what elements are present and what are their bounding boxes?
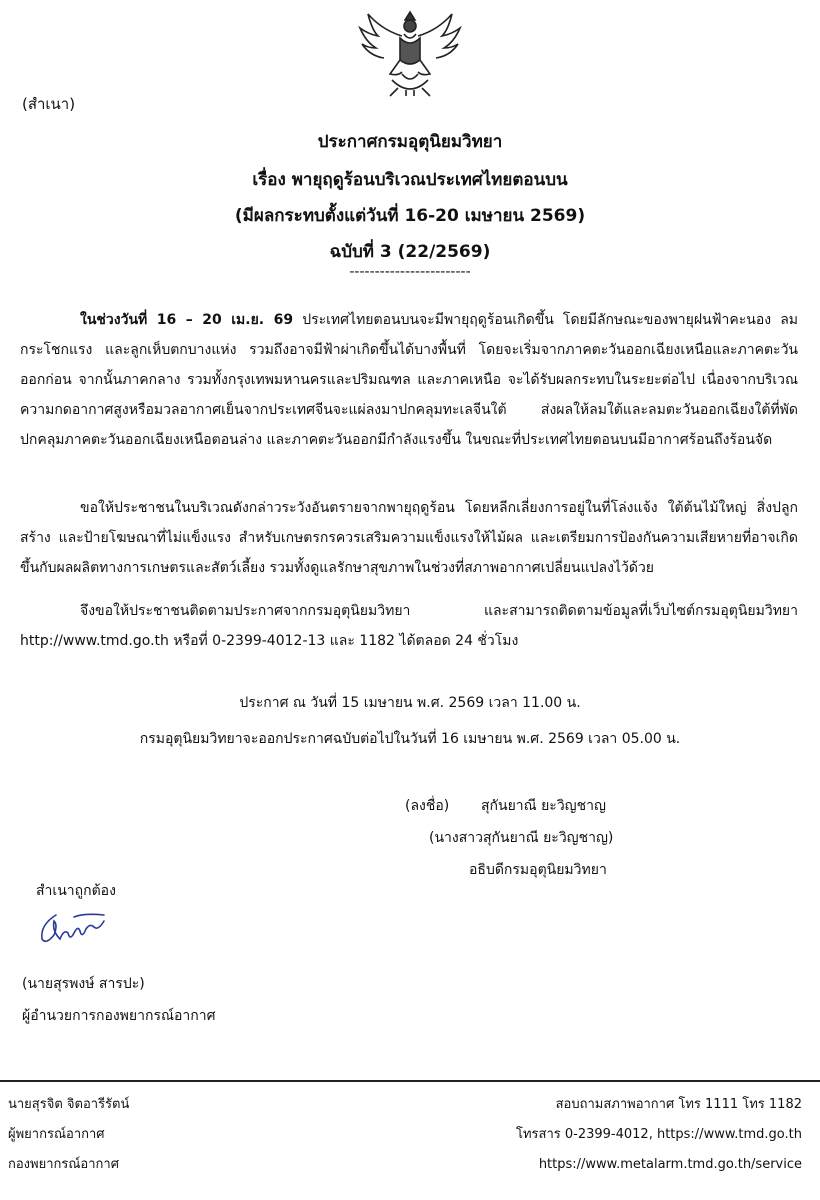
director-signature-block [405, 790, 613, 886]
announcement-subject: เรื่อง พายุฤดูร้อนบริเวณประเทศไทยตอนบน [252, 170, 568, 190]
handwritten-signature-icon [34, 905, 124, 950]
paragraph-follow-updates: จึงขอให้ประชาชนติดตามประกาศจากกรมอุตุนิยมวิทยา และสามารถติดตามข้อมูลที่เว็บไซต์กรมอุตุนิยมวิทยา http://www.tmd.go.th หรือที่ 0-2399-4012-13 และ 1182 ได้ตลอด 24 ชั่วโมง [20, 603, 798, 649]
signature-name: สุกันยาณี ยะวิญชาญ [481, 798, 606, 814]
paragraph-forecast-lead: ในช่วงวันที่ 16 – 20 เม.ย. 69 [80, 312, 294, 328]
footer-contact [516, 1090, 802, 1180]
contact-phone: สอบถามสภาพอากาศ โทร 1111 โทร 1182 [555, 1097, 802, 1112]
announcement-datetime: ประกาศ ณ วันที่ 15 เมษายน พ.ศ. 2569 เวลา 11.00 น. [239, 695, 581, 711]
next-announcement-datetime: กรมอุตุนิยมวิทยาจะออกประกาศฉบับต่อไปในวันที่ 16 เมษายน พ.ศ. 2569 เวลา 05.00 น. [139, 731, 681, 747]
paragraph-forecast [20, 305, 798, 455]
signature-label: (ลงชื่อ) [405, 798, 450, 814]
copy-mark: (สำเนา) [22, 95, 76, 113]
header-divider: ------------------------ [349, 264, 471, 280]
signature-full-name: (นางสาวสุกันยาณี ยะวิญชาญ) [429, 830, 614, 846]
certifier-position: ผู้อำนวยการกองพยากรณ์อากาศ [22, 1008, 216, 1024]
announcement-title: ประกาศกรมอุตุนิยมวิทยา [317, 132, 503, 152]
footer-forecaster [8, 1090, 129, 1180]
certified-copy-label: สำเนาถูกต้อง [36, 883, 116, 899]
paragraph-precautions: ขอให้ประชาชนในบริเวณดังกล่าวระวังอันตรายจากพายุฤดูร้อน โดยหลีกเลี่ยงการอยู่ในที่โล่งแจ้ง ใต้ต้นไม้ใหญ่ สิ่งปลูกสร้าง และป้ายโฆษณาที่ไม่แข็งแรง สำหรับเกษตรกรควรเสริมความแข็งแรงให้ไม้ผล และเตรียมการป้องกันความเสียหายที่อาจเกิดขึ้นกับผลผลิตทางการเกษตรและสัตว์เลี้ยง รวมทั้งดูแลรักษาสุขภาพในช่วงที่สภาพอากาศเปลี่ยนแปลงไว้ด้วย [20, 500, 798, 576]
announcement-effective-dates: (มีผลกระทบตั้งแต่วันที่ 16-20 เมษายน 2569) [234, 206, 586, 226]
forecaster-division: กองพยากรณ์อากาศ [8, 1157, 119, 1172]
forecaster-title: ผู้พยากรณ์อากาศ [8, 1127, 105, 1142]
contact-fax-website[interactable]: โทรสาร 0-2399-4012, https://www.tmd.go.th [516, 1127, 802, 1142]
footer-divider [0, 1080, 820, 1082]
signature-position: อธิบดีกรมอุตุนิยมวิทยา [469, 862, 607, 878]
certifier-block [22, 968, 215, 1032]
paragraph-forecast-text: ประเทศไทยตอนบนจะมีพายุฤดูร้อนเกิดขึ้น โดยมีลักษณะของพายุฝนฟ้าคะนอง ลมกระโชกแรง และลูกเห็บตกบางแห่ง รวมถึงอาจมีฟ้าผ่าเกิดขึ้นได้บางพื้นที่ โดยจะเริ่มจากภาคตะวันออกเฉียงเหนือและภาคตะวันออกก่อน จากนั้นภาคกลาง รวมทั้งกรุงเทพมหานครและปริมณฑล และภาคเหนือ จะได้รับผลกระทบในระยะต่อไป เนื่องจากบริเวณความกดอากาศสูงหรือมวลอากาศเย็นจากประเทศจีนจะแผ่ลงมาปกคลุมทะเลจีนใต้ ส่งผลให้ลมใต้และลมตะวันออกเฉียงใต้ที่พัดปกคลุมภาคตะวันออกเฉียงเหนือตอนล่าง และภาคตะวันออกมีกำลังแรงขึ้น ในขณะที่ประเทศไทยตอนบนมีอากาศร้อนถึงร้อนจัด [20, 312, 799, 448]
announcement-issue-number: ฉบับที่ 3 (22/2569) [329, 242, 491, 262]
contact-service-link[interactable]: https://www.metalarm.tmd.go.th/service [538, 1157, 802, 1172]
certifier-name: (นายสุรพงษ์ สารปะ) [22, 976, 145, 992]
garuda-emblem-icon [352, 4, 468, 100]
forecaster-name: นายสุรจิต จิตอารีรัตน์ [8, 1097, 130, 1112]
